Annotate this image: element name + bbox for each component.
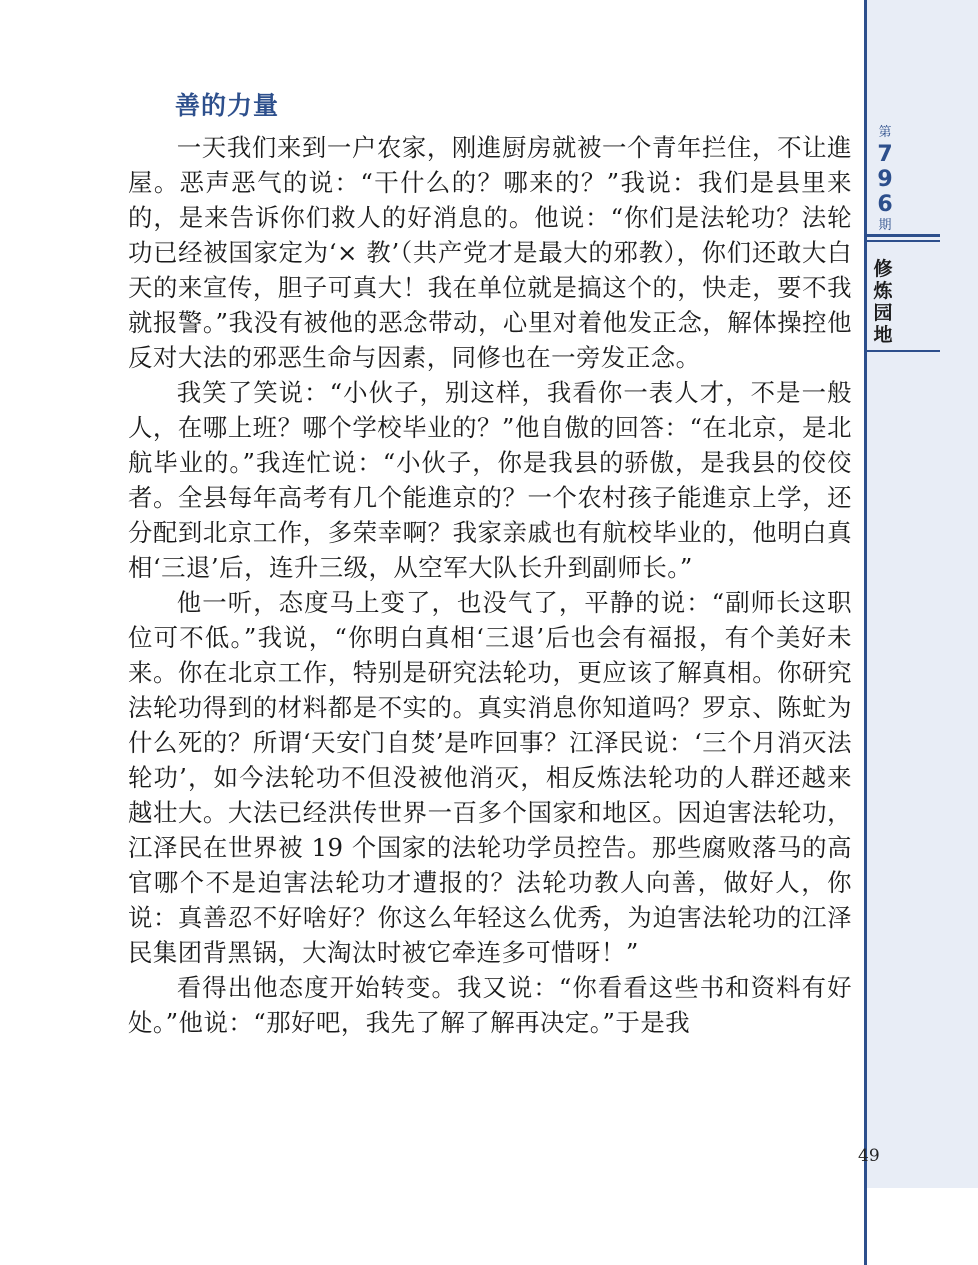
article-paragraph: 他一听，态度马上变了，也没气了，平静的说：“副师长这职位可不低。”我说，“你明白真相‘三退’后也会有福报，有个美好未来。你在北京工作，特别是研究法轮功，更应该了解真相。你研究法轮功得到的材料都是不实的。真实消息你知道吗？罗京、陈虻为什么死的？所谓‘天安门自焚’是咋回事？江泽民说：‘三个月消灭法轮功’，如今法轮功不但没被他消灭，相反炼法轮功的人群还越来越壮大。大法已经洪传世界一百多个国家和地区。因迫害法轮功，江泽民在世界被 19 个国家的法轮功学员控告。那些腐败落马的高官哪个不是迫害法轮功才遭报的？法轮功教人向善，做好人，你说：真善忍不好啥好？你这么年轻这么优秀，为迫害法轮功的江泽民集团背黑锅，大淘汰时被它牵连多可惜呀！” [128, 588, 852, 967]
section-label [870, 258, 896, 346]
article-title: 善的力量 [175, 91, 280, 120]
sidebar-bottom-gap [867, 1188, 978, 1265]
sidebar-divider [867, 240, 940, 242]
section-char: 炼 [873, 280, 893, 302]
issue-number [870, 124, 900, 235]
article [128, 86, 852, 1040]
issue-suffix: 期 [878, 218, 892, 233]
issue-digit: 6 [877, 192, 893, 217]
section-char: 地 [873, 324, 893, 346]
section-char: 修 [873, 258, 893, 280]
sidebar-divider [867, 234, 940, 237]
page-number: 49 [858, 1146, 880, 1166]
issue-digit: 7 [877, 142, 893, 167]
sidebar-divider [867, 350, 940, 352]
article-paragraph: 我笑了笑说：“小伙子，别这样，我看你一表人才，不是一般人，在哪上班？哪个学校毕业的？”他自傲的回答：“在北京，是北航毕业的。”我连忙说：“小伙子，你是我县的骄傲，是我县的佼佼者。全县每年高考有几个能進京的？一个农村孩子能進京上学，还分配到北京工作，多荣幸啊？我家亲戚也有航校毕业的，他明白真相‘三退’后，连升三级，从空军大队长升到副师长。” [128, 378, 852, 582]
article-paragraph: 一天我们来到一户农家，刚進厨房就被一个青年拦住，不让進屋。恶声恶气的说：“干什么的？哪来的？”我说：我们是县里来的，是来告诉你们救人的好消息的。他说：“你们是法轮功？法轮功已经被国家定为‘× 教’（共产党才是最大的邪教），你们还敢大白天的来宣传，胆子可真大！我在单位就是搞这个的，快走，要不我就报警。”我没有被他的恶念带动，心里对着他发正念，解体操控他反对大法的邪恶生命与因素，同修也在一旁发正念。 [128, 133, 852, 372]
issue-digit: 9 [877, 167, 893, 192]
issue-prefix: 第 [878, 125, 892, 140]
sidebar-rule-tail [864, 1188, 866, 1265]
sidebar-rule [864, 0, 867, 1265]
section-char: 园 [873, 302, 893, 324]
article-paragraph: 看得出他态度开始转变。我又说：“你看看这些书和资料有好处。”他说：“那好吧，我先了解了解再决定。”于是我 [128, 973, 852, 1037]
